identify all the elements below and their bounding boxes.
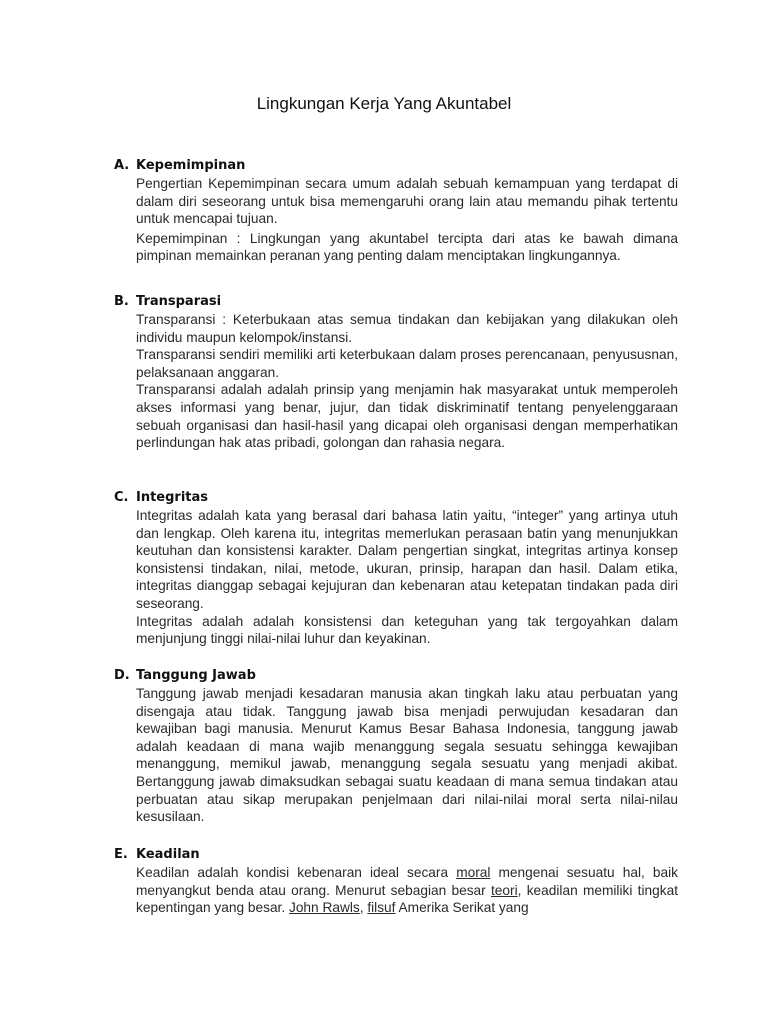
section-title: Keadilan	[136, 847, 200, 862]
section-heading	[114, 668, 678, 685]
section-letter: C.	[114, 490, 129, 505]
section-kepemimpinan	[114, 158, 678, 265]
section-letter: B.	[114, 294, 129, 309]
paragraph: Kepemimpinan : Lingkungan yang akuntabel tercipta dari atas ke bawah dimana pimpinan memainkan peranan yang penting dalam menciptakan lingkungannya.	[136, 230, 678, 264]
section-letter: E.	[114, 847, 128, 862]
section-heading	[114, 490, 678, 507]
text-run: mengenai sesuatu hal, baik menyangkut benda atau orang. Menurut sebagian besar	[136, 865, 678, 898]
text-run: , keadilan memiliki tingkat kepentingan yang besar.	[136, 882, 678, 916]
paragraph: Transparansi sendiri memiliki arti keterbukaan dalam proses perencanaan, penyususnan, pelaksanaan anggaran.	[136, 347, 678, 380]
link-john-rawls[interactable]: John Rawls	[288, 900, 360, 916]
section-body	[136, 864, 678, 917]
link-moral[interactable]: moral	[456, 865, 491, 880]
text-run: Keadilan adalah kondisi kebenaran ideal secara	[136, 865, 457, 880]
section-heading	[114, 294, 678, 311]
link-teori[interactable]: teori	[491, 882, 518, 898]
section-letter: A.	[114, 158, 130, 173]
document-title: Lingkungan Kerja Yang Akuntabel	[256, 94, 512, 113]
section-keadilan	[114, 847, 678, 917]
section-title: Kepemimpinan	[136, 158, 246, 173]
section-title: Integritas	[136, 490, 209, 505]
paragraph	[136, 864, 678, 917]
link-filsuf[interactable]: filsuf	[367, 900, 396, 916]
paragraph: Transparansi adalah adalah prinsip yang menjamin hak masyarakat untuk memperoleh akses informasi yang benar, jujur, dan tidak diskriminatif tentang penyelenggaraan sebuah organisasi dan hasil-hasil yang dicapai oleh organisasi dengan memperhatikan perlindungan hak atas pribadi, golongan dan rahasia negara.	[136, 382, 678, 451]
paragraph: Tanggung jawab menjadi kesadaran manusia akan tingkah laku atau perbuatan yang disengaja atau tidak. Tanggung jawab bisa menjadi perwujudan kesadaran dan kewajiban bagi manusia. Menurut Kamus Besar Bahasa Indonesia, tanggung jawab adalah keadaan di mana wajib menanggung segala sesuatu sehingga kewajiban menanggung, memikul jawab, menanggung segala sesuatu yang menjadi akibat. Bertanggung jawab dimaksudkan sebagai suatu keadaan di mana semua tindakan atau perbuatan atau sikap merupakan penjelmaan dari nilai-nilai moral serta nilai-nilau kesusilaan.	[136, 686, 678, 825]
section-transparasi	[114, 294, 678, 452]
section-heading	[114, 847, 678, 864]
paragraph: Transparansi : Keterbukaan atas semua tindakan dan kebijakan yang dilakukan oleh individu maupun kelompok/instansi.	[136, 312, 678, 345]
section-body	[136, 507, 678, 648]
section-body	[136, 175, 678, 265]
paragraph: Pengertian Kepemimpinan secara umum adalah sebuah kemampuan yang terdapat di dalam diri seseorang untuk bisa memengaruhi orang lain atau memandu pihak tertentu untuk mencapai tujuan.	[136, 176, 678, 227]
text-run: Amerika Serikat yang	[395, 900, 529, 916]
section-heading	[114, 158, 678, 175]
paragraph: Integritas adalah kata yang berasal dari bahasa latin yaitu, “integer” yang artinya utuh dan lengkap. Oleh karena itu, integritas memerlukan perasaan batin yang menunjukkan keutuhan dan konsistensi karakter. Dalam pengertian singkat, integritas artinya konsep konsistensi tindakan, nilai, metode, ukuran, prinsip, harapan dan hasil. Dalam etika, integritas dianggap sebagai kejujuran dan kebenaran atau ketepatan tindakan pada diri seseorang.	[136, 508, 678, 611]
section-tanggung-jawab	[114, 668, 678, 826]
section-title: Tanggung Jawab	[136, 668, 256, 683]
section-letter: D.	[114, 668, 130, 683]
section-title: Transparasi	[136, 294, 222, 309]
section-body	[136, 311, 678, 452]
text-run: ,	[359, 900, 368, 916]
section-body	[136, 685, 678, 826]
section-integritas	[114, 490, 678, 648]
paragraph: Integritas adalah adalah konsistensi dan keteguhan yang tak tergoyahkan dalam menjunjung tinggi nilai-nilai luhur dan keyakinan.	[136, 613, 678, 647]
